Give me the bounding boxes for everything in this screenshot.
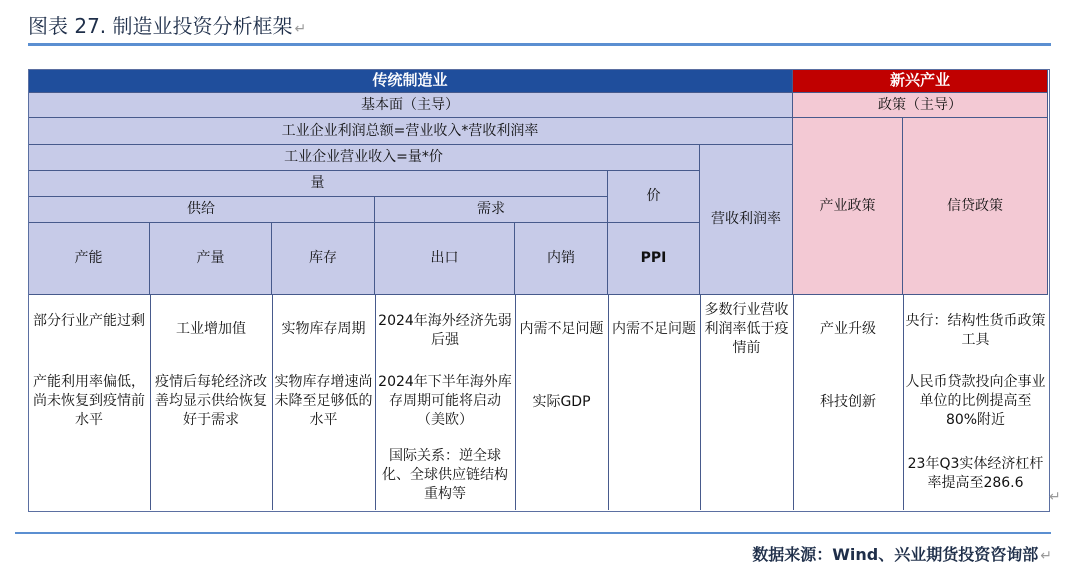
divider xyxy=(793,295,794,510)
credit-policy-header: 信贷政策 xyxy=(903,118,1048,295)
demand-header: 需求 xyxy=(375,197,608,223)
divider xyxy=(903,295,904,510)
price-header: 价 xyxy=(608,171,700,223)
credit-policy-text-2: 人民币贷款投向企事业单位的比例提高至80%附近 xyxy=(905,374,1046,428)
return-icon: ↵ xyxy=(1049,489,1061,505)
title-rule xyxy=(28,43,1051,46)
traditional-header: 传统制造业 xyxy=(28,69,793,93)
emerging-header: 新兴产业 xyxy=(793,69,1048,93)
credit-policy-text-3: 23年Q3实体经济杠杆率提高至286.6 xyxy=(907,456,1044,491)
return-icon: ↵ xyxy=(1040,548,1052,564)
industry-policy-header: 产业政策 xyxy=(793,118,903,295)
revenue-formula: 工业企业营业收入=量*价 xyxy=(28,145,700,171)
export-text-1: 2024年海外经济先弱后强 xyxy=(378,313,512,348)
capacity-text-1: 部分行业产能过剩 xyxy=(33,313,145,329)
col-capacity: 产能 xyxy=(28,223,150,295)
inventory-text-1: 实物库存周期 xyxy=(281,321,366,337)
divider xyxy=(272,295,273,510)
margin-header: 营收利润率 xyxy=(700,145,793,295)
export-text-3: 国际关系：逆全球化、全球供应链结构重构等 xyxy=(382,448,508,502)
col-inventory: 库存 xyxy=(272,223,375,295)
output-text-1: 工业增加值 xyxy=(176,321,246,337)
col-output: 产量 xyxy=(150,223,272,295)
inventory-text-2: 实物库存增速尚未降至足够低的水平 xyxy=(274,374,373,428)
return-icon: ↵ xyxy=(294,21,307,37)
fundamentals-header: 基本面（主导） xyxy=(28,93,793,118)
industry-policy-text-1: 产业升级 xyxy=(820,321,876,337)
ppi-text-1: 内需不足问题 xyxy=(612,321,696,337)
figure-title xyxy=(28,10,306,42)
divider xyxy=(150,295,151,510)
source-text: 数据来源：Wind、兴业期货投资咨询部 xyxy=(752,545,1039,564)
output-text-2: 疫情后每轮经济改善均显示供给恢复好于需求 xyxy=(155,374,267,428)
quantity-header: 量 xyxy=(28,171,608,197)
col-export: 出口 xyxy=(375,223,515,295)
policy-header: 政策（主导） xyxy=(793,93,1048,118)
divider xyxy=(375,295,376,510)
source-note xyxy=(752,542,1052,565)
profit-formula: 工业企业利润总额=营业收入*营收利润率 xyxy=(28,118,793,145)
credit-policy-text-1: 央行：结构性货币政策工具 xyxy=(905,313,1046,348)
footer-rule xyxy=(15,532,1051,534)
figure-title-text: 图表 27. 制造业投资分析框架 xyxy=(28,14,293,38)
margin-text-1: 多数行业营收利润率低于疫情前 xyxy=(704,302,789,356)
domestic-text-1: 内需不足问题 xyxy=(519,321,604,337)
export-text-2: 2024年下半年海外库存周期可能将启动（美欧） xyxy=(378,374,512,428)
industry-policy-text-2: 科技创新 xyxy=(820,394,876,410)
capacity-text-2: 产能利用率偏低，尚未恢复到疫情前水平 xyxy=(33,374,145,428)
col-ppi: PPI xyxy=(608,223,700,295)
col-domestic: 内销 xyxy=(515,223,608,295)
domestic-text-2: 实际GDP xyxy=(532,394,591,410)
supply-header: 供给 xyxy=(28,197,375,223)
